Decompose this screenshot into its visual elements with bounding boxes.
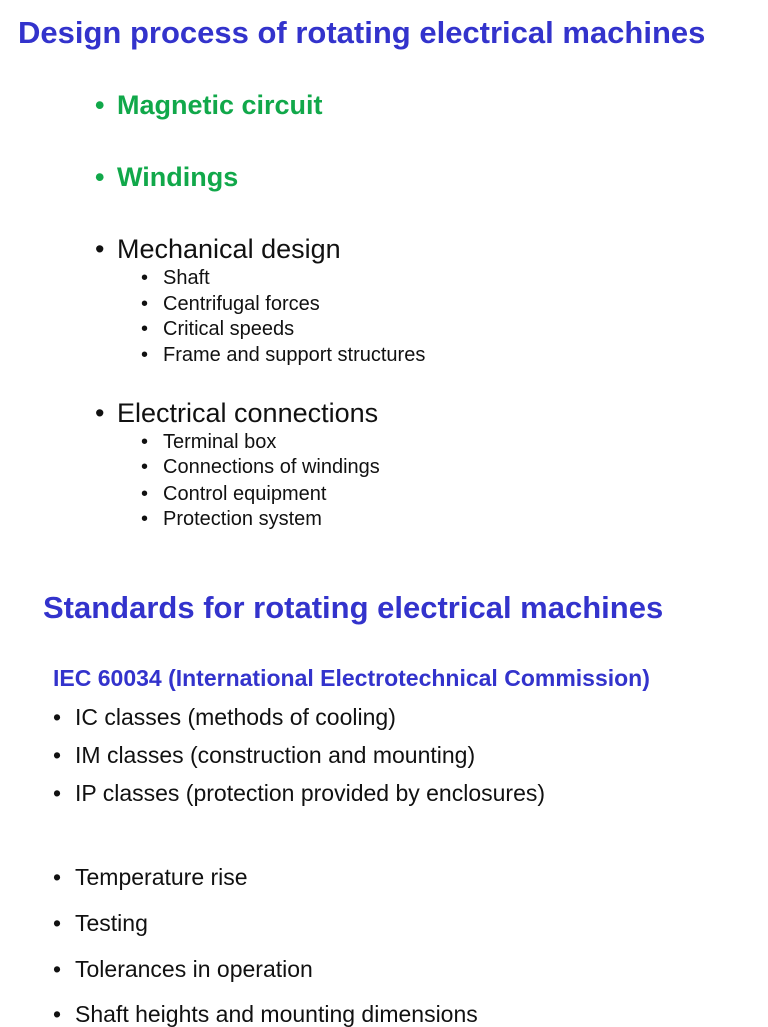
- bullet-icon: •: [141, 483, 149, 505]
- topic-item-testing: [53, 912, 148, 935]
- section-1-title: Design process of rotating electrical machines: [18, 15, 706, 50]
- bullet-icon: •: [141, 318, 149, 340]
- topic-item-tolerances: [53, 958, 313, 981]
- list-item-label: Electrical connections: [117, 398, 379, 428]
- standard-heading: IEC 60034 (International Electrotechnical Commission): [53, 665, 650, 691]
- sub-item-control-equipment: [141, 484, 326, 504]
- list-item-magnetic-circuit: [95, 92, 323, 119]
- topic-item-label: Shaft heights and mounting dimensions: [75, 1001, 478, 1027]
- class-item-im: [53, 744, 475, 767]
- bullet-icon: •: [53, 1001, 62, 1027]
- bullet-icon: •: [95, 90, 105, 120]
- sub-item-label: Control equipment: [163, 483, 327, 505]
- sub-item-label: Frame and support structures: [163, 344, 426, 366]
- bullet-icon: •: [53, 864, 62, 890]
- bullet-icon: •: [53, 910, 62, 936]
- bullet-icon: •: [141, 293, 149, 315]
- sub-item-terminal-box: [141, 432, 276, 452]
- bullet-icon: •: [95, 398, 105, 428]
- list-item-electrical-connections: [95, 400, 378, 427]
- sub-item-shaft: [141, 268, 210, 288]
- bullet-icon: •: [53, 704, 62, 730]
- bullet-icon: •: [53, 780, 62, 806]
- list-item-windings: [95, 164, 238, 191]
- topic-item-label: Temperature rise: [75, 864, 248, 890]
- sub-item-frame-support: [141, 345, 425, 365]
- bullet-icon: •: [141, 267, 149, 289]
- class-item-label: IC classes (methods of cooling): [75, 704, 396, 730]
- topic-item-label: Tolerances in operation: [75, 956, 313, 982]
- class-item-label: IM classes (construction and mounting): [75, 742, 476, 768]
- sub-item-label: Centrifugal forces: [163, 293, 320, 315]
- list-item-label: Windings: [117, 162, 239, 192]
- sub-item-centrifugal-forces: [141, 294, 320, 314]
- bullet-icon: •: [141, 508, 149, 530]
- list-item-label: Magnetic circuit: [117, 90, 323, 120]
- list-item-label: Mechanical design: [117, 234, 341, 264]
- section-2-title: Standards for rotating electrical machines: [43, 590, 664, 625]
- topic-item-temperature-rise: [53, 866, 248, 889]
- sub-item-label: Critical speeds: [163, 318, 295, 340]
- class-item-ip: [53, 782, 545, 805]
- bullet-icon: •: [141, 431, 149, 453]
- bullet-icon: •: [53, 742, 62, 768]
- class-item-label: IP classes (protection provided by enclosures): [75, 780, 546, 806]
- sub-item-protection-system: [141, 509, 322, 529]
- topic-item-label: Testing: [75, 910, 148, 936]
- sub-item-critical-speeds: [141, 319, 294, 339]
- sub-item-label: Protection system: [163, 508, 322, 530]
- sub-item-label: Shaft: [163, 267, 210, 289]
- bullet-icon: •: [95, 162, 105, 192]
- sub-item-label: Connections of windings: [163, 456, 380, 478]
- bullet-icon: •: [95, 234, 105, 264]
- class-item-ic: [53, 706, 396, 729]
- bullet-icon: •: [53, 956, 62, 982]
- topic-item-shaft-heights: [53, 1003, 478, 1026]
- bullet-icon: •: [141, 456, 149, 478]
- sub-item-connections-of-windings: [141, 457, 380, 477]
- bullet-icon: •: [141, 344, 149, 366]
- sub-item-label: Terminal box: [163, 431, 277, 453]
- list-item-mechanical-design: [95, 236, 341, 263]
